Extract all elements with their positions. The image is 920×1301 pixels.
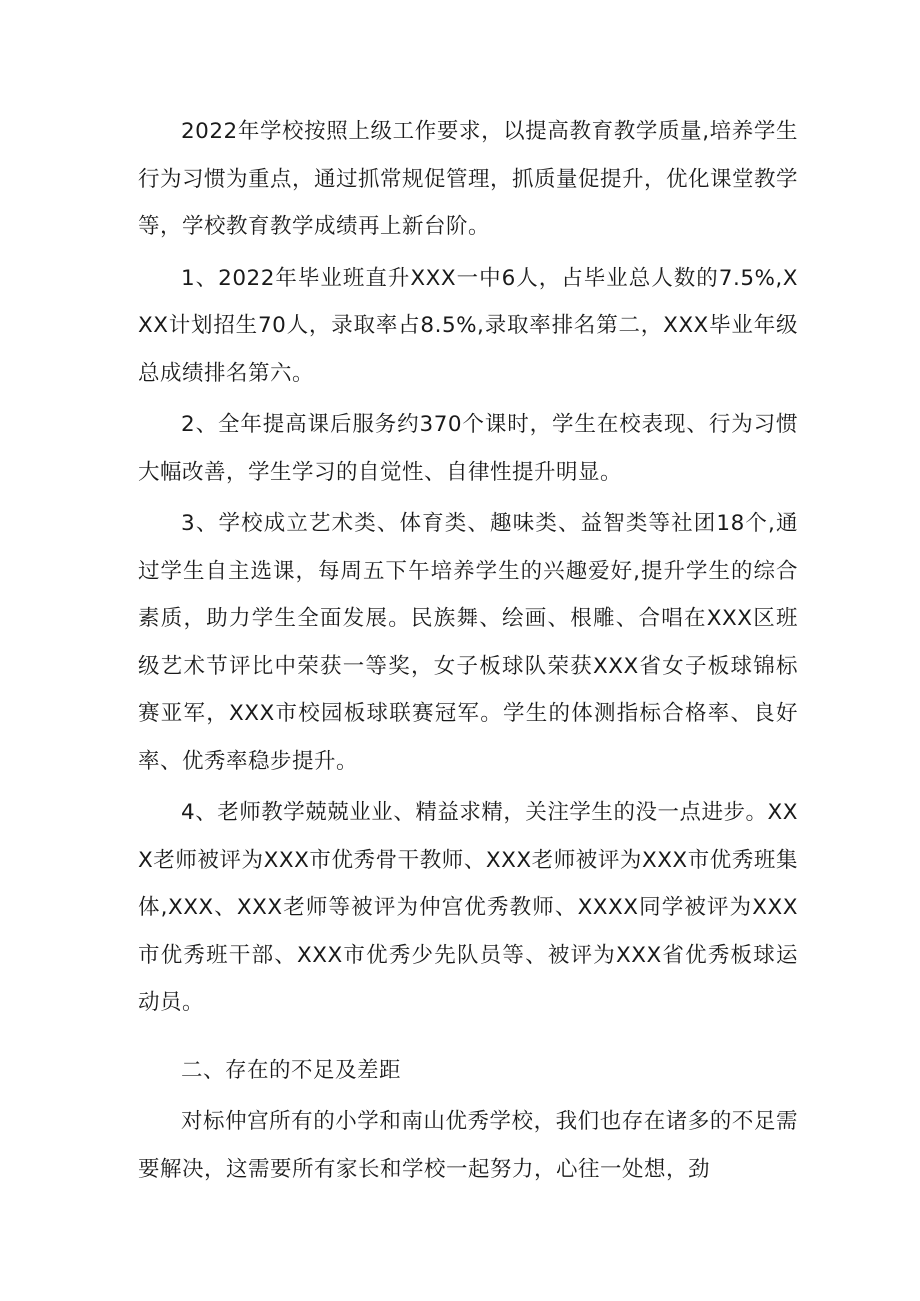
paragraph-item-3: 3、学校成立艺术类、体育类、趣味类、益智类等社团18个,通过学生自主选课，每周五下午培养学生的兴趣爱好,提升学生的综合素质，助力学生全面发展。民族舞、绘画、根雕、合唱在XXX区班级艺术节评比中荣获一等奖，女子板球队荣获XXX省女子板球锦标赛亚军，XXX市校园板球联赛冠军。学生的体测指标合格率、良好率、优秀率稳步提升。	[138, 511, 798, 774]
paragraph-intro: 2022年学校按照上级工作要求，以提高教育教学质量,培养学生行为习惯为重点，通过抓常规促管理，抓质量促提升，优化课堂教学等，学校教育教学成绩再上新台阶。	[138, 119, 799, 239]
paragraph-item-1: 1、2022年毕业班直升XXX一中6人，占毕业总人数的7.5%,XXX计划招生70人，录取率占8.5%,录取率排名第二，XXX毕业年级总成绩排名第六。	[138, 265, 798, 386]
paragraph-item-4: 4、老师教学兢兢业业、精益求精，关注学生的没一点进步。XXX老师被评为XXX市优秀骨干教师、XXX老师被评为XXX市优秀班集体,XXX、XXX老师等被评为仲宫优秀教师、XXXX同学被评为XXX市优秀班干部、XXX市优秀少先队员等、被评为XXX省优秀板球运动员。	[138, 800, 798, 1015]
section-heading: 二、存在的不足及差距	[181, 1057, 402, 1083]
document-body	[138, 108, 798, 1193]
paragraph-item-2: 2、全年提高课后服务约370个课时，学生在校表现、行为习惯大幅改善，学生学习的自觉性、自律性提升明显。	[138, 412, 798, 485]
paragraph-closing: 对标仲宫所有的小学和南山优秀学校，我们也存在诸多的不足需要解决，这需要所有家长和学校一起努力，心往一处想，劲	[138, 1109, 798, 1182]
